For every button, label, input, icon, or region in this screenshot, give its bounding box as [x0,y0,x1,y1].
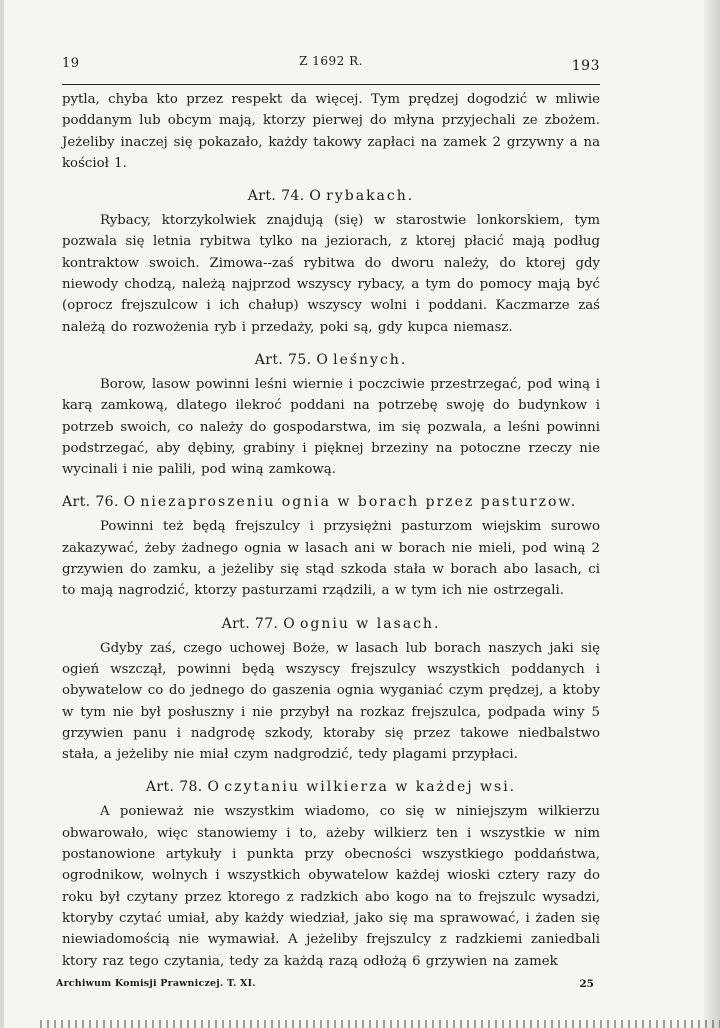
page-footer [56,976,600,996]
article-74-number: Art. 74. O [247,188,327,205]
article-78-title: czytaniu wilkierza w każdej wsi. [224,779,517,796]
article-75-number: Art. 75. O [254,351,334,368]
article-77-title: ogniu w lasach. [299,615,441,632]
article-77-number: Art. 77. O [221,615,300,632]
article-76-number: Art. 76. O [62,494,141,511]
article-77-text: Gdyby zaś, czego uchowej Boże, w lasach lub borach naszych jaki się ogień wszczął, powinni będą wszyscy frejszulcy wszystkich poddanych i obywatelow co do jednego do gaszenia ognia wyganiać czym prędzej, a ktoby w tym nie był posłuszny i nie przybył na rozkaz frejszulca, podpada winy 5 grzywien panu i nadgrodę szkody, ktoraby się przez takowe niedbalstwo stała, a jeżeliby nie miał czym nadgrodzić, tedy plagami przypłaci. [62,640,600,763]
article-78-heading [62,779,600,795]
article-75-heading [62,352,600,368]
article-74-title: rybakach. [326,188,415,205]
header-rule [62,84,600,85]
footer-source: Archiwum Komisji Prawniczej. T. XI. [56,977,256,989]
article-77-heading [62,616,600,632]
header-left-number: 19 [62,56,80,71]
scan-edge-right [704,0,720,1028]
article-74-heading [62,188,600,204]
page-header [62,48,600,78]
document-page [56,48,600,996]
article-76-text: Powinni też będą frejszulcy i przysiężni pasturzom wiejskim surowo zakazywać, żeby żadnego ognia w lasach ani w borach nie mieli, pod winą 2 grzywien do zamku, a jeżeliby się stąd szkoda stała w borach abo lasach, ci to mają nagrodzić, ktorzy pasturzami rządzili, a w tym ich nie ostrzegali. [62,519,600,599]
scan-edge-bottom [40,1020,720,1028]
article-76-heading [62,494,600,510]
article-75-text: Borow, lasow powinni leśni wiernie i poczciwie przestrzegać, pod winą i karą zamkową, dlatego ilekroć poddani na potrzebę swoję do budynkow i potrzeb swoich, co należy do gospodarstwa, im się pozwala, a leśni powinni podstrzegać, aby dębiny, grabiny i pięknej brzeziny na potoczne rzeczy nie wycinali i nie palili, pod winą zamkową. [62,376,600,478]
scan-edge-left [0,0,4,1028]
article-76-title: niezaproszeniu ognia w borach przez pasturzow. [140,494,578,511]
header-running-title: Z 1692 R. [299,54,363,68]
article-78-number: Art. 78. O [145,779,225,796]
article-75-title: leśnych. [333,351,408,368]
article-74-text: Rybacy, ktorzykolwiek znajdują (się) w starostwie lonkorskiem, tym pozwala się letnia rybitwa tylko na jeziorach, z ktorej płacić mają podług kontraktow swoich. Zimowa--zaś rybitwa do dworu należy, do ktorej gdy niewody chodzą, należą najprzod wszyscy rybacy, a tym do pomocy mają być (oprocz frejszulcow i ich chałup) wszyscy wolni i poddani. Kaczmarze zaś należą do rozwożenia ryb i przedaży, poki są, gdy kupca niemasz. [62,213,600,335]
page-number: 193 [571,58,600,74]
article-78-text: A ponieważ nie wszystkim wiadomo, co się w niniejszym wilkierzu obwarowało, więc stanowiemy i to, ażeby wilkierz ten i wszystkie w nim postanowione artykuły i punkta przy obecności wszystkiego poddaństwa, ogrodnikow, wolnych i wszystkich obywatelow każdej wioski cztery razy do roku był czytany przez ktorego z radzkich abo kogo na to frejszulc wysadzi, ktoryby czytać umiał, aby każdy wiedział, jako się ma sprawować, i żaden się niewiadomością nie wymawiał. A jeżeliby frejszulcy z radzkiemi zaniedbali ktory raz tego czytania, tedy za każdą razą odłożą 6 grzywien na zamek [62,804,600,969]
paragraph-continuation: pytla, chyba kto przez respekt da więcej. Tym prędzej dogodzić w mliwie poddanym lub obcym mają, ktorzy pierwej do młyna przyjechali ze zbożem. Jeżeliby inaczej się pokazało, każdy takowy zapłaci na zamek 2 grzywny a na kościoł 1. [62,92,600,171]
signature-mark: 25 [579,977,594,990]
